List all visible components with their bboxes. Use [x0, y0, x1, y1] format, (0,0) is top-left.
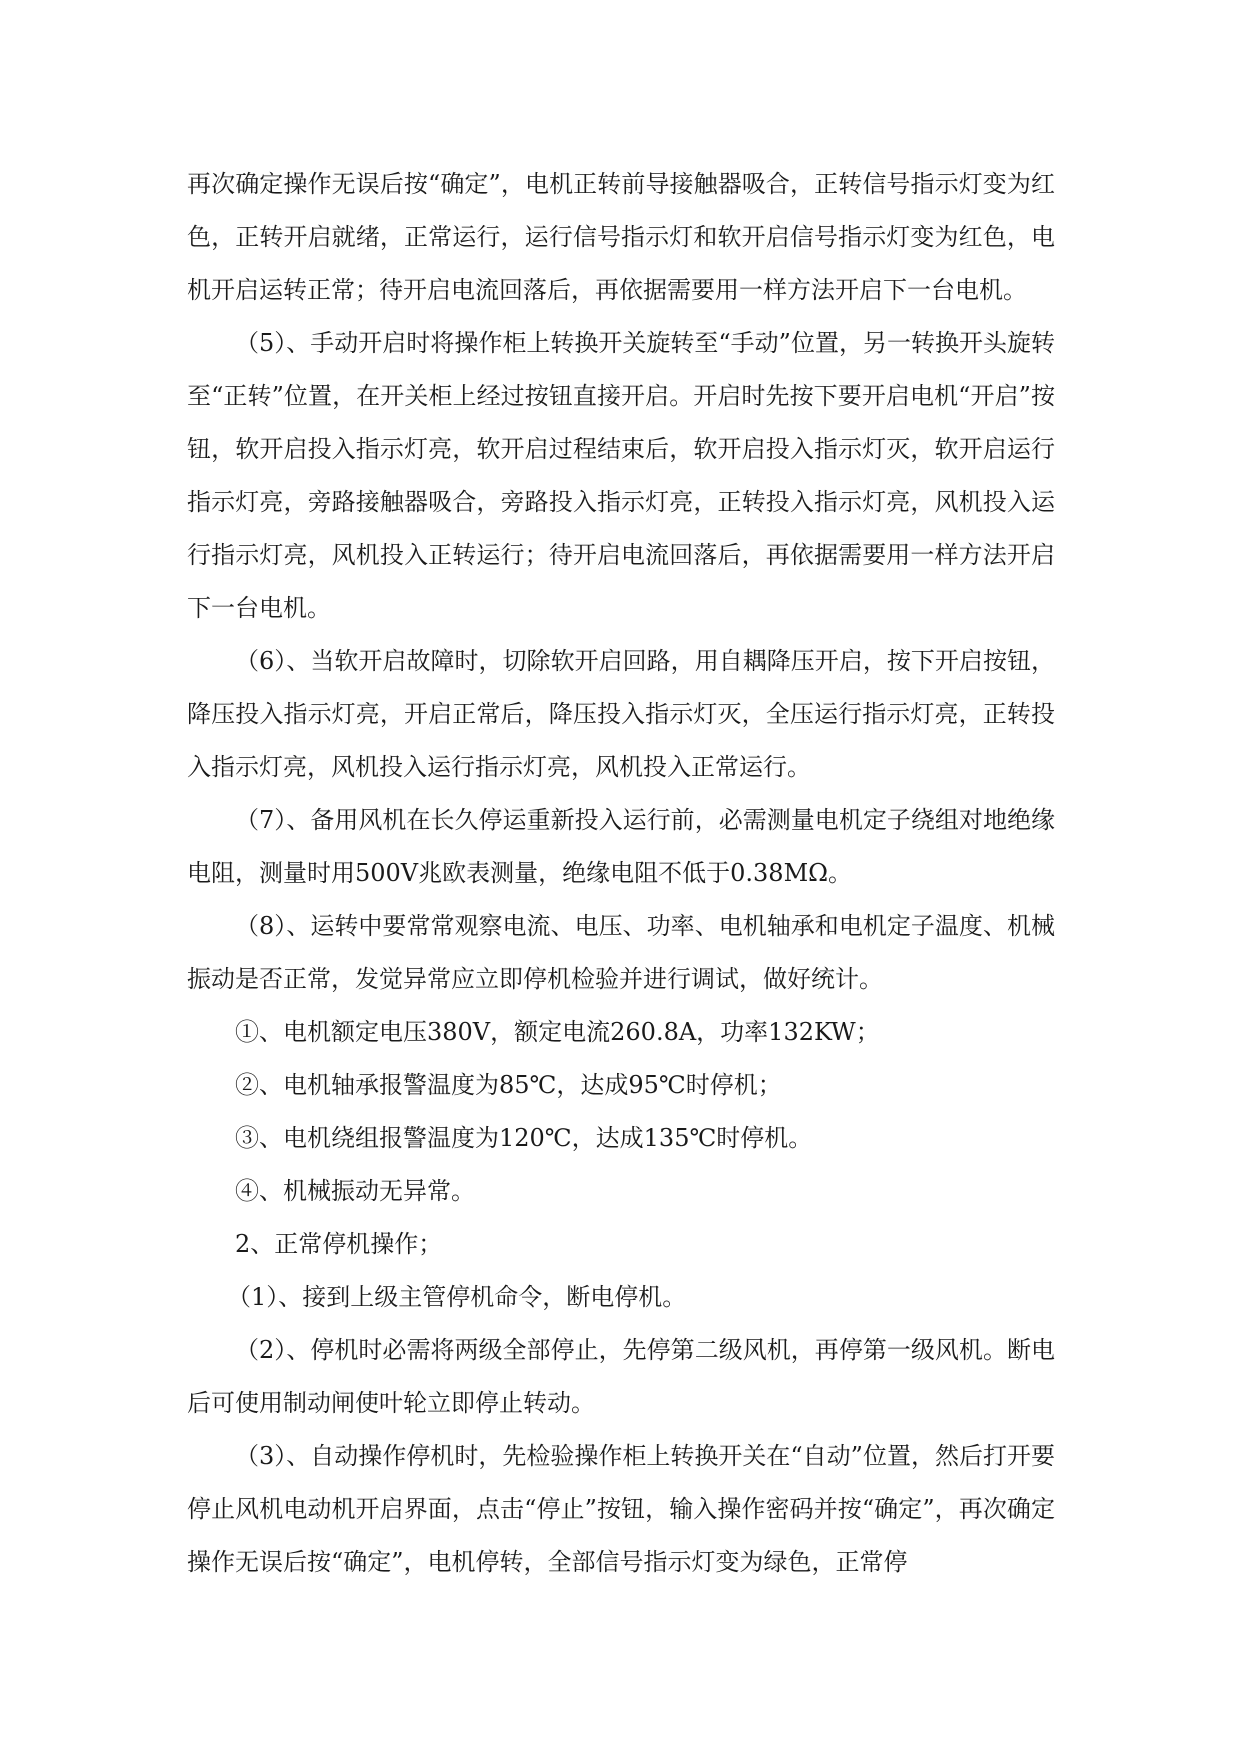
paragraph-vibration: ④、机械振动无异常。: [235, 1177, 475, 1205]
paragraph-stop-sequence: （2）、停机时必需将两级全部停止，先停第二级风机，再停第一级风机。断电后可使用制动闸使叶轮立即停止转动。: [187, 1336, 1055, 1417]
paragraph-manual-start: （5）、手动开启时将操作柜上转换开关旋转至“手动”位置，另一转换开头旋转至“正转”位置，在开关柜上经过按钮直接开启。开启时先按下要开启电机“开启”按钮，软开启投入指示灯亮，软开启过程结束后，软开启投入指示灯灭，软开启运行指示灯亮，旁路接触器吸合，旁路投入指示灯亮，正转投入指示灯亮，风机投入运行指示灯亮，风机投入正转运行；待开启电流回落后，再依据需要用一样方法开启下一台电机。: [187, 329, 1055, 622]
paragraph-insulation-test: （7）、备用风机在长久停运重新投入运行前，必需测量电机定子绕组对地绝缘电阻，测量时用500V兆欧表测量，绝缘电阻不低于0.38MΩ。: [187, 806, 1055, 887]
paragraph-soft-start-fault: （6）、当软开启故障时，切除软开启回路，用自耦降压开启，按下开启按钮，降压投入指示灯亮，开启正常后，降压投入指示灯灭，全压运行指示灯亮，正转投入指示灯亮，风机投入运行指示灯亮，风机投入正常运行。: [187, 647, 1055, 781]
section-heading-normal-stop: 2、正常停机操作；: [235, 1230, 443, 1258]
document-body: [187, 158, 1055, 1589]
paragraph-auto-stop: （3）、自动操作停机时，先检验操作柜上转换开关在“自动”位置，然后打开要停止风机电动机开启界面，点击“停止”按钮，输入操作密码并按“确定”，再次确定操作无误后按“确定”，电机停转，全部信号指示灯变为绿色，正常停: [187, 1442, 1055, 1576]
paragraph-continuation: 再次确定操作无误后按“确定”，电机正转前导接触器吸合，正转信号指示灯变为红色，正转开启就绪，正常运行，运行信号指示灯和软开启信号指示灯变为红色，电机开启运转正常；待开启电流回落后，再依据需要用一样方法开启下一台电机。: [187, 170, 1055, 304]
paragraph-winding-temp: ③、电机绕组报警温度为120℃，达成135℃时停机。: [235, 1124, 813, 1152]
paragraph-stop-command: （1）、接到上级主管停机命令，断电停机。: [227, 1283, 687, 1311]
paragraph-bearing-temp: ②、电机轴承报警温度为85℃，达成95℃时停机；: [235, 1071, 782, 1099]
paragraph-rated-values: ①、电机额定电压380V，额定电流260.8A，功率132KW；: [235, 1018, 880, 1046]
paragraph-monitoring: （8）、运转中要常常观察电流、电压、功率、电机轴承和电机定子温度、机械振动是否正常，发觉异常应立即停机检验并进行调试，做好统计。: [187, 912, 1055, 993]
